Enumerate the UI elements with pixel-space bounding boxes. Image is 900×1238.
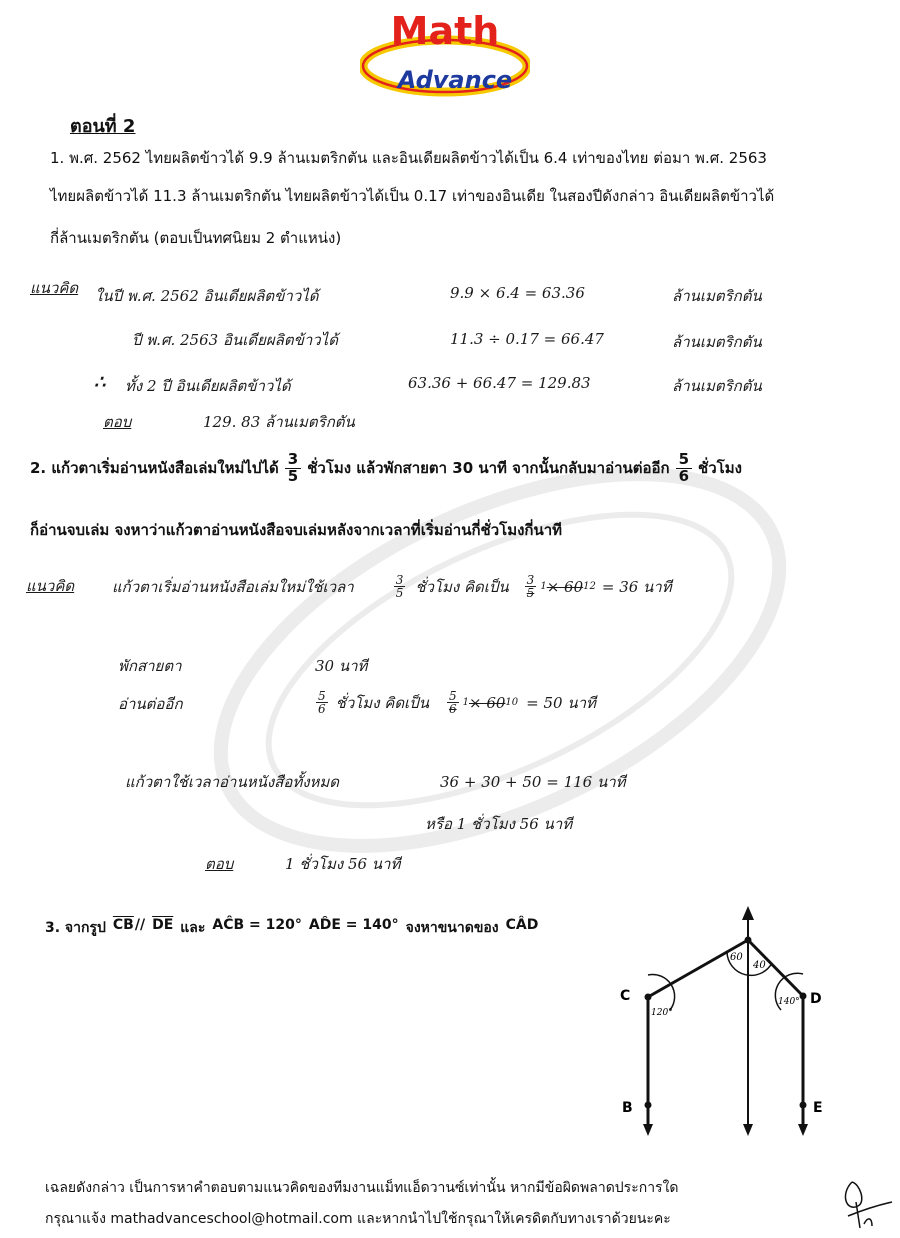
q3-parallel: // bbox=[134, 917, 146, 933]
sol1-row3-unit: ล้านเมตริกตัน bbox=[672, 377, 762, 395]
sol2-row3-fnum: 5 bbox=[318, 689, 326, 703]
sol2-row2-value: 30 นาที bbox=[315, 657, 368, 675]
sol1-row2-text: ปี พ.ศ. 2563 อินเดียผลิตข้าวได้ bbox=[132, 331, 338, 349]
sol2-total-calc: 36 + 30 + 50 = 116 นาที bbox=[440, 773, 626, 791]
q3-angle-ade: AD̂E = 140° bbox=[308, 917, 399, 933]
sol2-row3-mid: ชั่วโมง คิดเป็น bbox=[335, 693, 429, 712]
sol1-row3-text: ทั้ง 2 ปี อินเดียผลิตข้าวได้ bbox=[125, 377, 291, 395]
sol2-row1-cancel-bottom: 1 bbox=[540, 581, 547, 592]
label-c: C bbox=[620, 988, 631, 1004]
footer-line-1: เฉลยดังกล่าว เป็นการหาคำตอบตามแนวคิดของทีมงานแม็ทแอ็ดวานซ์เท่านั้น หากมีข้อผิดพลาดประการใด bbox=[45, 1180, 679, 1196]
q3-and: และ bbox=[180, 920, 206, 936]
q2-line-2: ก็อ่านจบเล่ม จงหาว่าแก้วตาอ่านหนังสือจบเล่มหลังจากเวลาที่เริ่มอ่านกี่ชั่วโมงกี่นาที bbox=[30, 521, 563, 539]
line-ac bbox=[648, 940, 748, 997]
sol2-answer-label: ตอบ bbox=[205, 855, 234, 873]
therefore-symbol: ∴ bbox=[94, 372, 106, 393]
sol2-row2-label: พักสายตา bbox=[118, 657, 182, 675]
sol2-row1-fraction bbox=[394, 574, 406, 599]
arc-c bbox=[648, 975, 675, 1010]
sol2-row3-fden: 6 bbox=[318, 702, 326, 716]
section-title: ตอนที่ 2 bbox=[70, 116, 136, 137]
sol2-row1-mult: × 60 bbox=[546, 577, 584, 596]
angle-c-value: 120° bbox=[651, 1008, 673, 1018]
q2-f2-num: 5 bbox=[676, 452, 692, 469]
sol2-or-text: หรือ 1 ชั่วโมง 56 นาที bbox=[425, 815, 573, 833]
q2-fraction-1 bbox=[285, 452, 301, 485]
arrow-up bbox=[742, 906, 754, 920]
q2-f2-den: 6 bbox=[678, 466, 690, 485]
sol1-row1-unit: ล้านเมตริกตัน bbox=[672, 287, 762, 305]
sol2-row1-cancel-top: 12 bbox=[583, 581, 596, 592]
sol2-row3-label: อ่านต่ออีก bbox=[118, 695, 183, 713]
q3-line bbox=[45, 917, 538, 939]
sol2-row1-fden: 5 bbox=[395, 586, 404, 600]
arrow-down-e bbox=[798, 1124, 808, 1136]
label-d: D bbox=[810, 991, 822, 1007]
sol2-row3-calc-fraction bbox=[447, 690, 459, 715]
q2-mid: ชั่วโมง แล้วพักสายตา 30 นาที จากนั้นกลับมาอ่านต่ออีก bbox=[307, 459, 670, 478]
sol2-row1-mid: ชั่วโมง คิดเป็น bbox=[415, 577, 509, 596]
sol1-row1-text: ในปี พ.ศ. 2562 อินเดียผลิตข้าวได้ bbox=[95, 287, 319, 305]
sol1-row1-calc: 9.9 × 6.4 = 63.36 bbox=[450, 284, 585, 302]
q1-line-3: กี่ล้านเมตริกตัน (ตอบเป็นทศนิยม 2 ตำแหน่ง) bbox=[50, 229, 342, 247]
sol1-row2-calc: 11.3 ÷ 0.17 = 66.47 bbox=[450, 330, 604, 348]
sol1-row2-unit: ล้านเมตริกตัน bbox=[672, 333, 762, 351]
sol2-row3-result: = 50 นาที bbox=[526, 693, 596, 712]
q2-line-1 bbox=[30, 452, 742, 485]
sol2-row3-mult: × 60 bbox=[468, 693, 506, 712]
sol2-row3 bbox=[312, 690, 596, 715]
logo-advance-text: Advance bbox=[397, 66, 513, 94]
footer-line-2: กรุณาแจ้ง mathadvanceschool@hotmail.com และหากนำไปใช้กรุณาให้เครดิตกับทางเราด้วยนะคะ bbox=[45, 1211, 671, 1227]
sol2-row1-result: = 36 นาที bbox=[601, 577, 672, 596]
q1-line-2: ไทยผลิตข้าวได้ 11.3 ล้านเมตริกตัน ไทยผลิตข้าวได้เป็น 0.17 เท่าของอินเดีย ในสองปีดังกล่าว อินเดียผลิตข้าวได้ bbox=[50, 187, 775, 205]
q3-ask: จงหาขนาดของ bbox=[405, 920, 499, 936]
sol2-row1-calc-fraction bbox=[525, 574, 537, 599]
q3-segment-cb: $\overline{CB}$ bbox=[112, 917, 134, 933]
sol2-answer-value: 1 ชั่วโมง 56 นาที bbox=[285, 855, 401, 873]
q2-fraction-2 bbox=[676, 452, 692, 485]
sol2-row1 bbox=[112, 574, 672, 599]
sol1-label: แนวคิด bbox=[30, 279, 79, 297]
geometry-figure bbox=[610, 900, 840, 1145]
q2-f1-num: 3 bbox=[285, 452, 301, 469]
arrow-down-aux bbox=[743, 1124, 753, 1136]
label-e: E bbox=[813, 1100, 823, 1116]
sol1-row3-calc: 63.36 + 66.47 = 129.83 bbox=[408, 374, 591, 392]
sol2-row3-cancel-bottom: 1 bbox=[462, 697, 469, 708]
sol2-row1-fnum: 3 bbox=[395, 573, 404, 587]
label-b: B bbox=[622, 1100, 633, 1116]
angle-a-right-value: 40 bbox=[753, 960, 766, 971]
sol2-row3-fraction bbox=[316, 690, 328, 715]
sol2-total-text: แก้วตาใช้เวลาอ่านหนังสือทั้งหมด bbox=[125, 773, 340, 791]
sol2-row1-text: แก้วตาเริ่มอ่านหนังสือเล่มใหม่ใช้เวลา bbox=[112, 577, 354, 596]
q3-pre: 3. จากรูป bbox=[45, 920, 106, 936]
math-advance-logo bbox=[360, 8, 530, 98]
q2-f1-den: 5 bbox=[287, 466, 299, 485]
sol2-row3-cden: 6 bbox=[448, 702, 457, 716]
arrow-down-b bbox=[643, 1124, 653, 1136]
q2-post: ชั่วโมง bbox=[698, 459, 742, 478]
angle-a-left-value: 60 bbox=[730, 952, 743, 963]
q3-segment-de: $\overline{DE}$ bbox=[152, 917, 174, 933]
sol2-row3-cancel-top: 10 bbox=[505, 697, 519, 708]
angle-d-value: 140° bbox=[778, 997, 800, 1007]
logo-math-text: Math bbox=[390, 9, 500, 53]
q2-pre: 2. แก้วตาเริ่มอ่านหนังสือเล่มใหม่ไปได้ bbox=[30, 459, 279, 478]
sol1-answer-value: 129. 83 ล้านเมตริกตัน bbox=[203, 413, 355, 431]
sol2-label: แนวคิด bbox=[26, 577, 75, 595]
sol2-row1-cnum: 3 bbox=[526, 573, 535, 587]
sol1-answer-label: ตอบ bbox=[103, 413, 132, 431]
sol2-row1-cden: 5 bbox=[526, 586, 535, 600]
sol2-row3-cnum: 5 bbox=[448, 689, 457, 703]
q3-angle-acb: AĈB = 120° bbox=[212, 917, 302, 933]
q1-line-1: 1. พ.ศ. 2562 ไทยผลิตข้าวได้ 9.9 ล้านเมตริกตัน และอินเดียผลิตข้าวได้เป็น 6.4 เท่าของไทย ต่อมา พ.ศ. 2563 bbox=[50, 149, 767, 167]
signature-mark bbox=[838, 1172, 894, 1232]
q3-angle-cad: CÂD bbox=[505, 917, 539, 933]
